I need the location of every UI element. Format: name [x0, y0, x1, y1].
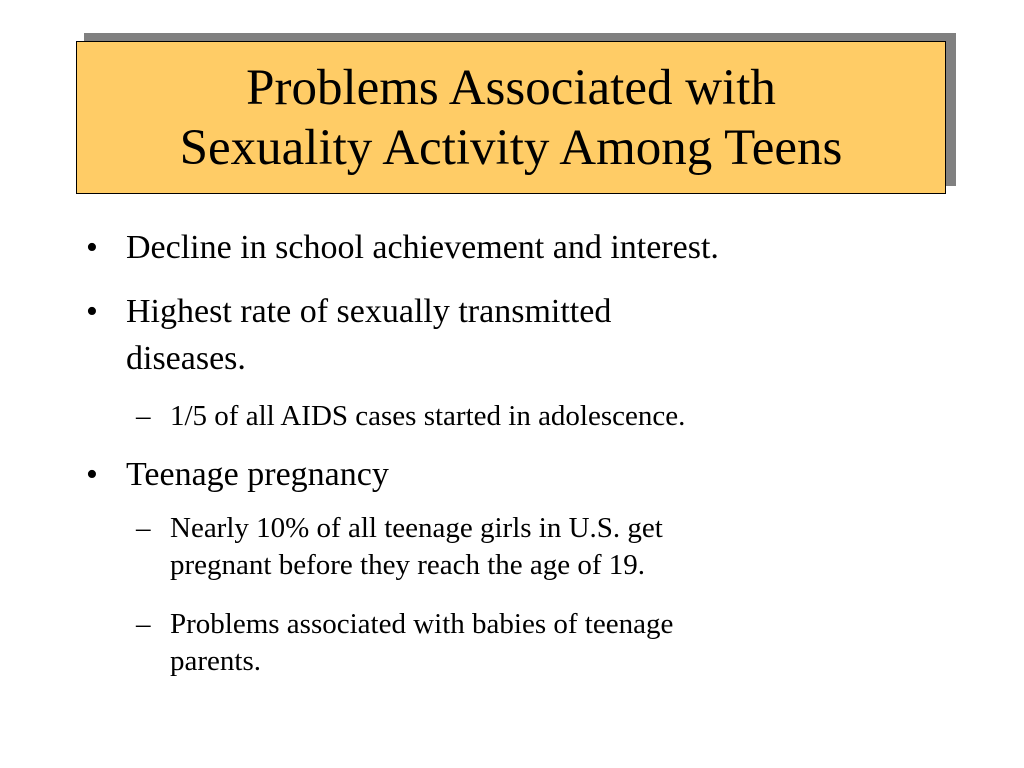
slide-title — [76, 41, 946, 194]
bullet-text — [126, 288, 986, 382]
sub-bullet-line: 1/5 of all AIDS cases started in adolescence. — [170, 400, 686, 432]
bullet-marker: • — [86, 456, 98, 493]
bullet-line: Decline in school achievement and interest. — [126, 229, 719, 266]
sub-bullet-line: Nearly 10% of all teenage girls in U.S. get — [170, 512, 663, 544]
bullet-line: Teenage pregnancy — [126, 456, 389, 493]
bullet-line: diseases. — [126, 340, 246, 377]
sub-bullet-line: parents. — [170, 645, 261, 677]
bullet-marker: • — [86, 293, 98, 330]
sub-bullet-marker: – — [136, 512, 151, 544]
sub-bullet-line: pregnant before they reach the age of 19. — [170, 549, 646, 581]
sub-bullet-line: Problems associated with babies of teenage — [170, 608, 674, 640]
sub-bullet-text — [170, 510, 970, 584]
sub-bullet-marker: – — [136, 608, 151, 640]
title-line-1: Problems Associated with — [246, 59, 776, 116]
bullet-text — [126, 451, 986, 498]
bullet-text — [126, 224, 986, 271]
title-line-2: Sexuality Activity Among Teens — [179, 119, 843, 176]
sub-bullet-text — [170, 606, 970, 680]
bullet-line: Highest rate of sexually transmitted — [126, 293, 612, 330]
sub-bullet-marker: – — [136, 400, 151, 432]
bullet-marker: • — [86, 229, 98, 266]
sub-bullet-text — [170, 398, 970, 435]
